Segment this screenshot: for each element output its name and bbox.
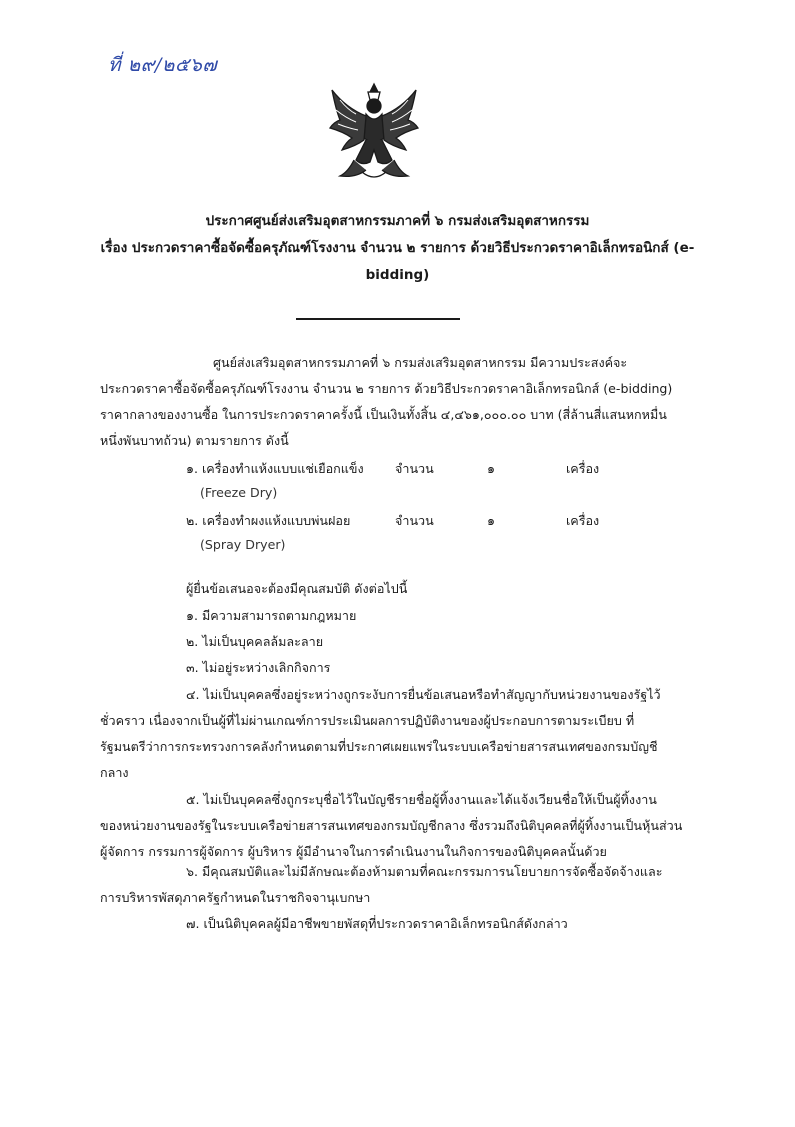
qualification-7: ๗. เป็นนิติบุคคลผู้มีอาชีพขายพัสดุที่ประกวดราคาอิเล็กทรอนิกส์ดังกล่าว xyxy=(186,916,568,931)
item-qty-label: จำนวน xyxy=(395,513,434,528)
title-line-3: bidding) xyxy=(365,267,430,283)
handwritten-reference-number: ที่ ๒๙/๒๕๖๗ xyxy=(108,54,218,76)
title-line-2: เรื่อง ประกวดราคาซื้อจัดซื้อครุภัณฑ์โรงงาน จำนวน ๒ รายการ ด้วยวิธีประกวดราคาอิเล็กทรอนิกส์ (e- xyxy=(100,240,695,256)
intro-line-4: หนึ่งพันบาทถ้วน) ตามรายการ ดังนี้ xyxy=(100,433,289,448)
intro-line-2: ประกวดราคาซื้อจัดซื้อครุภัณฑ์โรงงาน จำนวน ๒ รายการ ด้วยวิธีประกวดราคาอิเล็กทรอนิกส์ (e-bidding) xyxy=(100,381,673,396)
qualification-4-line-1: ๔. ไม่เป็นบุคคลซึ่งอยู่ระหว่างถูกระงับการยื่นข้อเสนอหรือทำสัญญากับหน่วยงานของรัฐไว้ xyxy=(186,687,661,702)
qualification-5-line-3: ผู้จัดการ กรรมการผู้จัดการ ผู้บริหาร ผู้มีอำนาจในการดำเนินงานในกิจการของนิติบุคคลนั้นด้วย xyxy=(100,844,607,859)
item-name: ๒. เครื่องทำผงแห้งแบบพ่นฝอย xyxy=(186,513,351,528)
qualification-3: ๓. ไม่อยู่ระหว่างเลิกกิจการ xyxy=(186,660,331,675)
qualification-4-line-4: กลาง xyxy=(100,765,129,780)
announcement-title xyxy=(100,208,695,289)
qualification-6-line-2: การบริหารพัสดุภาครัฐกำหนดในราชกิจจานุเบกษา xyxy=(100,890,371,905)
qualification-heading: ผู้ยื่นข้อเสนอจะต้องมีคุณสมบัติ ดังต่อไปนี้ xyxy=(186,581,408,596)
qualification-6-line-1: ๖. มีคุณสมบัติและไม่มีลักษณะต้องห้ามตามที่คณะกรรมการนโยบายการจัดซื้อจัดจ้างและ xyxy=(186,864,663,879)
qualification-4-line-3: รัฐมนตรีว่าการกระทรวงการคลังกำหนดตามที่ประกาศเผยแพร่ในระบบเครือข่ายสารสนเทศของกรมบัญชี xyxy=(100,739,658,754)
item-name: ๑. เครื่องทำแห้งแบบแช่เยือกแข็ง xyxy=(186,461,364,476)
qualification-4-line-2: ชั่วคราว เนื่องจากเป็นผู้ที่ไม่ผ่านเกณฑ์การประเมินผลการปฏิบัติงานของผู้ประกอบการตามระเบียบ ที่ xyxy=(100,713,635,728)
item-qty: ๑ xyxy=(487,461,495,476)
item-qty-label: จำนวน xyxy=(395,461,434,476)
title-divider xyxy=(296,318,460,320)
item-english-name: (Freeze Dry) xyxy=(200,485,278,500)
item-english-name: (Spray Dryer) xyxy=(200,537,286,552)
qualification-1: ๑. มีความสามารถตามกฎหมาย xyxy=(186,608,357,623)
qualification-5-line-1: ๕. ไม่เป็นบุคคลซึ่งถูกระบุชื่อไว้ในบัญชีรายชื่อผู้ทิ้งงานและได้แจ้งเวียนชื่อให้เป็นผู้ทิ้งงาน xyxy=(186,792,657,807)
qualification-5-line-2: ของหน่วยงานของรัฐในระบบเครือข่ายสารสนเทศของกรมบัญชีกลาง ซึ่งรวมถึงนิติบุคคลที่ผู้ทิ้งงานเป็นหุ้นส่วน xyxy=(100,818,683,833)
qualification-2: ๒. ไม่เป็นบุคคลล้มละลาย xyxy=(186,634,324,649)
item-unit: เครื่อง xyxy=(566,461,600,476)
intro-line-1: ศูนย์ส่งเสริมอุตสาหกรรมภาคที่ ๖ กรมส่งเสริมอุตสาหกรรม มีความประสงค์จะ xyxy=(213,355,628,370)
intro-line-3: ราคากลางของงานซื้อ ในการประกวดราคาครั้งนี้ เป็นเงินทั้งสิ้น ๔,๔๖๑,๐๐๐.๐๐ บาท (สี่ล้านสี่แสนหกหมื่น xyxy=(100,407,667,422)
item-qty: ๑ xyxy=(487,513,495,528)
garuda-emblem-icon xyxy=(326,80,422,184)
title-line-1: ประกาศศูนย์ส่งเสริมอุตสาหกรรมภาคที่ ๖ กรมส่งเสริมอุตสาหกรรม xyxy=(205,213,590,229)
item-unit: เครื่อง xyxy=(566,513,600,528)
